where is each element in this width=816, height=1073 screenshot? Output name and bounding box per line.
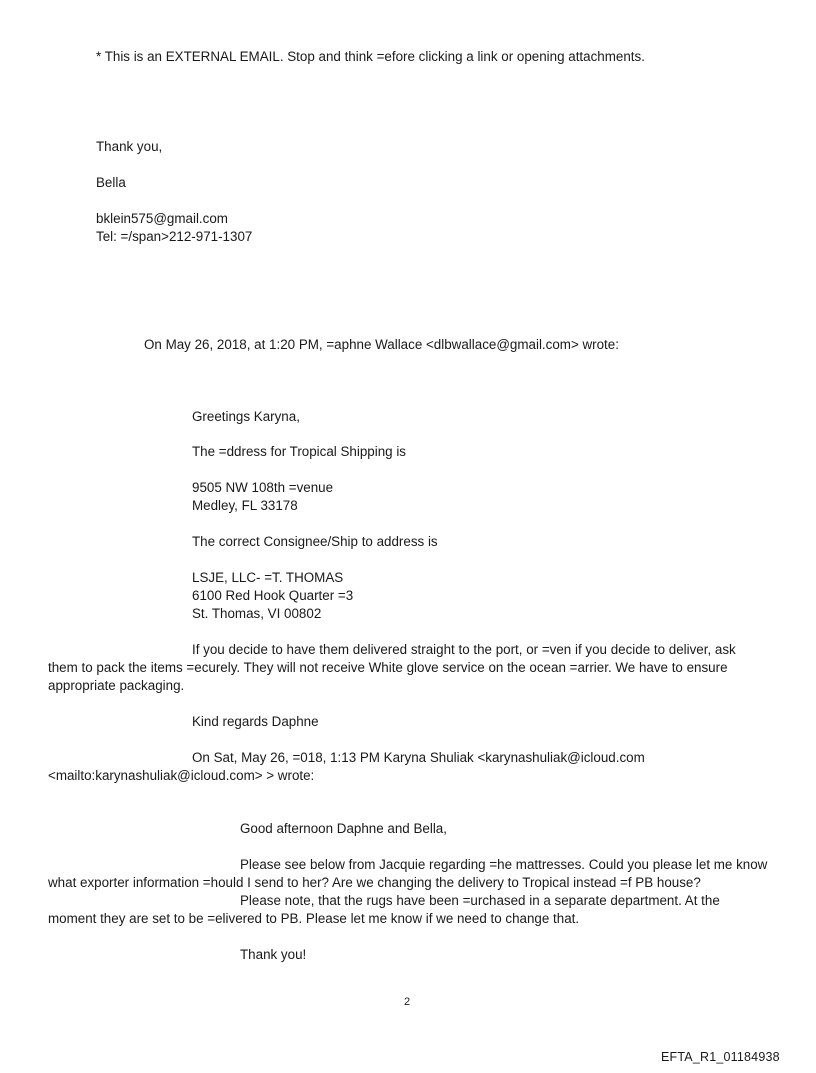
- reply2-thanks: Thank you!: [240, 947, 307, 962]
- reply2-attribution-line1: On Sat, May 26, =018, 1:13 PM Karyna Shuliak <karynashuliak@icloud.com: [192, 750, 645, 765]
- document-id-footer: EFTA_R1_01184938: [661, 1050, 780, 1064]
- reply2-para1-line1: Please see below from Jacquie regarding =he mattresses. Could you please let me know: [240, 857, 768, 872]
- reply1-paragraph-line2: them to pack the items =ecurely. They will not receive White glove service on the ocean =arrier. We have to ensure: [48, 660, 728, 675]
- external-email-warning: * This is an EXTERNAL EMAIL. Stop and think =efore clicking a link or opening attachments.: [96, 49, 645, 64]
- reply1-paragraph-line1: If you decide to have them delivered straight to the port, or =ven if you decide to deliver, ask: [192, 642, 736, 657]
- signature-name: Bella: [96, 175, 126, 190]
- reply2-para2-line2: moment they are set to be =elivered to PB. Please let me know if we need to change that.: [48, 911, 580, 926]
- page-number: 2: [404, 996, 411, 1008]
- reply1-address-line1: 9505 NW 108th =venue: [192, 480, 334, 495]
- reply1-consignee-line1: LSJE, LLC- =T. THOMAS: [192, 570, 344, 585]
- reply1-address-line2: Medley, FL 33178: [192, 498, 298, 513]
- signature-email: bklein575@gmail.com: [96, 211, 228, 226]
- reply1-attribution: On May 26, 2018, at 1:20 PM, =aphne Wallace <dlbwallace@gmail.com> wrote:: [144, 337, 619, 352]
- reply1-greeting: Greetings Karyna,: [192, 409, 300, 424]
- reply2-para1-line2: what exporter information =hould I send to her? Are we changing the delivery to Tropical instead =f PB house?: [48, 875, 701, 890]
- signature-phone: Tel: =/span>212-971-1307: [96, 229, 253, 244]
- reply1-address-intro: The =ddress for Tropical Shipping is: [192, 444, 406, 459]
- reply1-closing: Kind regards Daphne: [192, 714, 319, 729]
- reply1-consignee-line3: St. Thomas, VI 00802: [192, 606, 322, 621]
- reply1-consignee-intro: The correct Consignee/Ship to address is: [192, 534, 438, 549]
- reply1-paragraph-line3: appropriate packaging.: [48, 678, 185, 693]
- signature-thanks: Thank you,: [96, 139, 163, 154]
- reply2-attribution-line2: <mailto:karynashuliak@icloud.com> > wrote:: [48, 768, 315, 783]
- reply1-consignee-line2: 6100 Red Hook Quarter =3: [192, 588, 354, 603]
- reply2-greeting: Good afternoon Daphne and Bella,: [240, 821, 447, 836]
- reply2-para2-line1: Please note, that the rugs have been =urchased in a separate department. At the: [240, 893, 720, 908]
